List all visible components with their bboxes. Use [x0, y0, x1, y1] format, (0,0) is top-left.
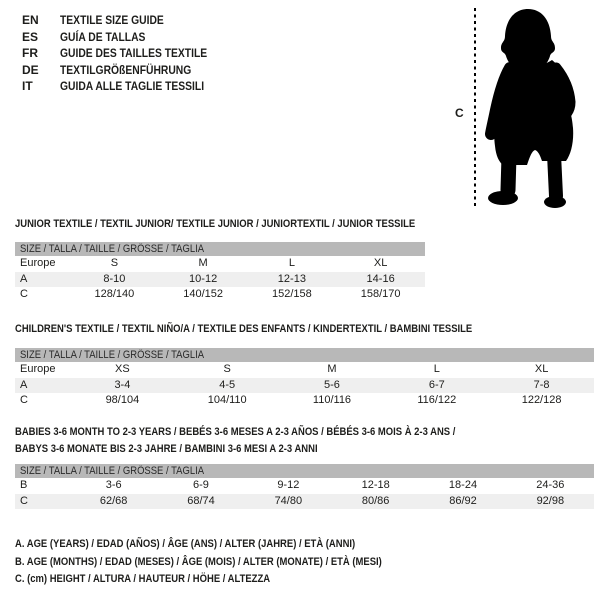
cell: 98/104 — [105, 394, 140, 406]
height-measure-dashed-line — [474, 8, 476, 206]
cell: 122/128 — [521, 394, 562, 406]
cell: 6-9 — [193, 479, 209, 491]
row-label: C — [20, 494, 28, 507]
size-header-band — [15, 348, 594, 362]
size-header-text: SIZE / TALLA / TAILLE / GRÖSSE / TAGLIA — [20, 465, 205, 477]
cell: 158/170 — [360, 288, 401, 300]
language-row-es — [22, 29, 231, 46]
cell: 10-12 — [189, 272, 218, 285]
babies-section-title — [15, 424, 527, 458]
language-title: GUÍA DE TALLAS — [60, 29, 146, 44]
cell: 86/92 — [449, 494, 477, 507]
language-row-fr — [22, 45, 231, 62]
cell: 12-13 — [277, 272, 306, 285]
row-label: C — [20, 394, 28, 406]
cell: 152/158 — [271, 288, 312, 300]
cell: XL — [534, 363, 549, 375]
size-header-band — [15, 464, 594, 478]
cell: 62/68 — [99, 494, 128, 507]
babies-section-title-line1: BABIES 3-6 MONTH TO 2-3 YEARS / BEBÉS 3-6 MESES A 2-3 AÑOS / BÉBÉS 3-6 MOIS À 2-3 ANS / — [15, 426, 456, 438]
cell: 7-8 — [533, 378, 550, 391]
language-row-it — [22, 78, 231, 95]
row-label: B — [20, 479, 28, 491]
cell: 104/110 — [207, 394, 247, 406]
cell: 128/140 — [94, 288, 135, 300]
footnote-age-years — [15, 536, 442, 554]
language-title: GUIDA ALLE TAGLIE TESSILI — [60, 79, 205, 94]
language-code: ES — [22, 29, 39, 44]
size-header-text: SIZE / TALLA / TAILLE / GRÖSSE / TAGLIA — [20, 349, 205, 361]
cell: 6-7 — [428, 378, 445, 391]
footnote-height — [15, 571, 442, 589]
cell: M — [198, 257, 208, 269]
cell: 8-10 — [103, 272, 126, 285]
cell: S — [110, 257, 119, 269]
cell: L — [433, 363, 440, 375]
baby-silhouette-icon — [482, 6, 594, 212]
language-title: TEXTILE SIZE GUIDE — [60, 13, 164, 27]
junior-section-title-text: JUNIOR TEXTILE / TEXTIL JUNIOR/ TEXTILE JUNIOR / JUNIORTEXTIL / JUNIOR TESSILE — [15, 218, 416, 230]
children-section-title-text: CHILDREN'S TEXTILE / TEXTIL NIÑO/A / TEXTILE DES ENFANTS / KINDERTEXTIL / BAMBINI TESSILE — [15, 323, 473, 335]
language-code: IT — [22, 79, 33, 94]
children-size-table — [15, 348, 594, 409]
legend-footnotes — [15, 536, 442, 589]
cell: 14-16 — [366, 272, 395, 285]
cell: 4-5 — [219, 378, 236, 391]
cell: XS — [115, 363, 130, 375]
language-title-list — [22, 12, 231, 95]
row-label: Europe — [20, 257, 56, 269]
height-measure-label: C — [455, 106, 464, 120]
cell: 80/86 — [361, 494, 390, 507]
cell: 116/122 — [417, 394, 457, 406]
language-code: FR — [22, 46, 38, 61]
table-row-height — [15, 494, 594, 510]
language-title: TEXTILGRÖßENFÜHRUNG — [60, 62, 192, 77]
footnote-age-months — [15, 554, 442, 572]
row-label: C — [20, 288, 28, 300]
cell: 110/116 — [312, 394, 352, 406]
cell: XL — [373, 257, 388, 269]
junior-section-title — [15, 216, 480, 233]
babies-size-table — [15, 464, 594, 509]
table-row-europe — [15, 362, 594, 378]
row-label: A — [20, 272, 28, 285]
table-row-age — [15, 378, 594, 394]
cell: 5-6 — [324, 378, 340, 391]
children-section-title — [15, 321, 547, 338]
language-row-de — [22, 62, 231, 79]
language-title: GUIDE DES TAILLES TEXTILE — [60, 46, 208, 61]
cell: 140/152 — [183, 288, 223, 300]
table-row-months — [15, 478, 594, 494]
junior-size-table — [15, 242, 425, 303]
table-row-height — [15, 393, 594, 409]
footnote-text: B. AGE (MONTHS) / EDAD (MESES) / ÂGE (MOIS) / ALTER (MONATE) / ETÀ (MESI) — [15, 555, 382, 568]
table-row-europe — [15, 256, 425, 272]
cell: M — [327, 363, 337, 375]
language-row-en — [22, 12, 231, 29]
cell: 3-4 — [114, 378, 131, 391]
cell: S — [223, 363, 231, 375]
size-header-text: SIZE / TALLA / TAILLE / GRÖSSE / TAGLIA — [20, 243, 205, 255]
babies-section-title-line2: BABYS 3-6 MONATE BIS 2-3 JAHRE / BAMBINI 3-6 MESI A 2-3 ANNI — [15, 443, 318, 455]
cell: L — [288, 257, 295, 269]
cell: 3-6 — [105, 479, 122, 491]
cell: 74/80 — [274, 494, 303, 507]
size-header-band — [15, 242, 425, 256]
row-label: Europe — [20, 363, 56, 375]
cell: 18-24 — [448, 479, 478, 491]
cell: 68/74 — [187, 494, 215, 507]
language-code: DE — [22, 62, 39, 77]
cell: 9-12 — [277, 479, 300, 491]
footnote-text: C. (cm) HEIGHT / ALTURA / HAUTEUR / HÖHE / ALTEZZA — [15, 573, 271, 585]
table-row-age — [15, 272, 425, 288]
cell: 12-18 — [361, 479, 390, 491]
row-label: A — [20, 378, 28, 391]
footnote-text: A. AGE (YEARS) / EDAD (AÑOS) / ÂGE (ANS) / ALTER (JAHRE) / ETÀ (ANNI) — [15, 538, 356, 550]
cell: 92/98 — [536, 494, 565, 507]
table-row-height — [15, 287, 425, 303]
cell: 24-36 — [536, 479, 565, 491]
language-code: EN — [22, 13, 39, 27]
